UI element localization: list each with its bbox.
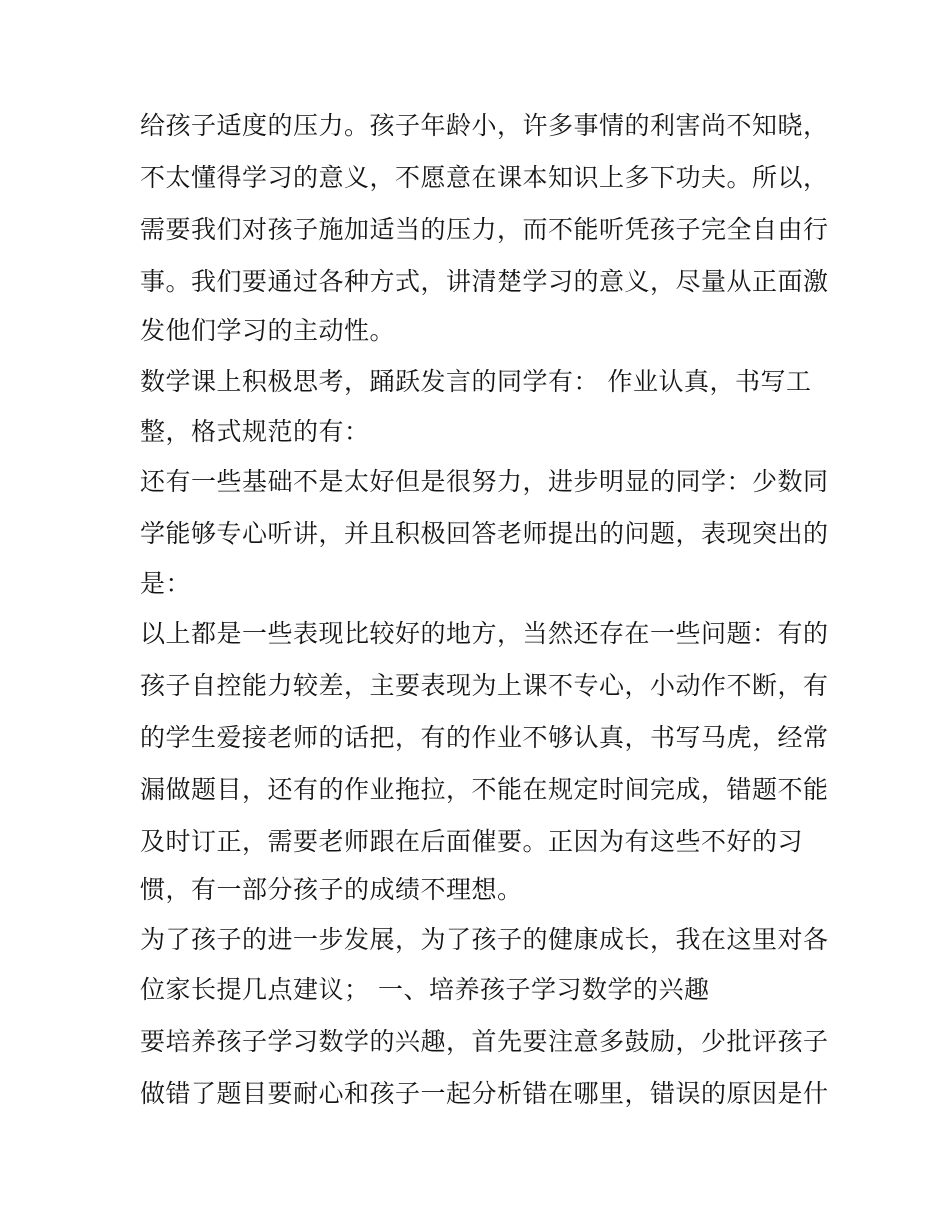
text-line: 位家长提几点建议； 一、培养孩子学习数学的兴趣 [140, 975, 710, 1004]
text-line: 不太懂得学习的意义，不愿意在课本知识上多下功夫。所以， [140, 163, 829, 192]
text-line: 及时订正，需要老师跟在后面催要。正因为有这些不好的习 [140, 827, 804, 856]
text-line: 漏做题目，还有的作业拖拉，不能在规定时间完成，错题不能 [140, 775, 829, 804]
text-line: 数学课上积极思考，踊跃发言的同学有： 作业认真，书写工 [140, 367, 812, 396]
text-line: 需要我们对孩子施加适当的压力，而不能听凭孩子完全自由行 [140, 215, 829, 244]
text-line: 事。我们要通过各种方式，讲清楚学习的意义，尽量从正面激 [140, 267, 829, 296]
text-line: 发他们学习的主动性。 [140, 316, 396, 345]
text-line: 孩子自控能力较差，主要表现为上课不专心，小动作不断，有 [140, 671, 829, 700]
text-line: 要培养孩子学习数学的兴趣，首先要注意多鼓励，少批评孩子 [140, 1027, 829, 1056]
text-line: 整，格式规范的有： [140, 417, 370, 446]
text-line: 为了孩子的进一步发展，为了孩子的健康成长，我在这里对各 [140, 925, 829, 954]
text-line: 的学生爱接老师的话把，有的作业不够认真，书写马虎，经常 [140, 723, 829, 752]
text-line: 惯，有一部分孩子的成绩不理想。 [140, 875, 523, 904]
text-line: 还有一些基础不是太好但是很努力，进步明显的同学：少数同 [140, 467, 829, 496]
text-line: 给孩子适度的压力。孩子年龄小，许多事情的利害尚不知晓， [140, 111, 829, 140]
text-line: 是： [140, 569, 192, 598]
text-line: 做错了题目要耐心和孩子一起分析错在哪里，错误的原因是什 [140, 1079, 829, 1108]
text-line: 学能够专心听讲，并且积极回答老师提出的问题，表现突出的 [140, 519, 829, 548]
text-line: 以上都是一些表现比较好的地方，当然还存在一些问题：有的 [140, 619, 829, 648]
